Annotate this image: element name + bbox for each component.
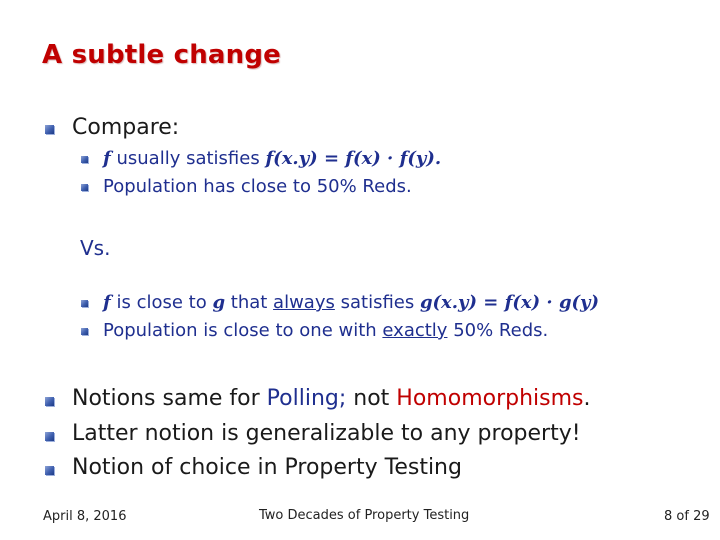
exactly-after: 50% Reds.	[447, 320, 549, 341]
f-symbol: f	[103, 148, 111, 169]
bullet-icon	[45, 397, 54, 406]
homomorphisms-text: Homomorphisms	[396, 386, 584, 411]
footer-title: Two Decades of Property Testing	[259, 508, 470, 523]
bullet-icon	[81, 156, 88, 163]
bullet-icon	[81, 300, 88, 307]
exactly-text: exactly	[382, 320, 448, 341]
bullet-icon	[81, 184, 88, 191]
usually-text: usually satisfies	[110, 148, 266, 169]
footer-page-number: 8 of 29	[664, 509, 710, 524]
bullet-icon	[45, 432, 54, 441]
bullet-icon	[45, 466, 54, 475]
notion-choice-line: Notion of choice in Property Testing	[72, 455, 462, 480]
point-usually-satisfies	[103, 148, 441, 169]
bullet-icon	[81, 328, 88, 335]
bullet-icon	[45, 125, 54, 134]
f-symbol: f	[103, 292, 111, 313]
notions-same-line	[72, 386, 591, 411]
compare-heading: Compare:	[72, 115, 180, 140]
homomorphism-formula: f(x.y) = f(x) · f(y).	[265, 148, 442, 169]
not-text: not	[346, 386, 397, 411]
footer-date: April 8, 2016	[43, 509, 127, 524]
g-symbol: g	[212, 292, 226, 313]
point-population-exactly	[103, 320, 548, 341]
notions-before: Notions same for	[72, 386, 267, 411]
vs-label: Vs.	[80, 236, 111, 260]
g-formula: g(x.y) = f(x) · g(y)	[419, 292, 600, 313]
period-text: .	[583, 386, 591, 411]
latter-notion-line: Latter notion is generalizable to any property!	[72, 421, 581, 446]
slide-title: A subtle change	[42, 40, 282, 70]
point-close-to-g	[103, 292, 599, 313]
point-population-close: Population has close to 50% Reds.	[103, 176, 412, 197]
always-text: always	[273, 292, 335, 313]
exactly-before: Population is close to one with	[103, 320, 383, 341]
satisfies-text: satisfies	[334, 292, 420, 313]
close-to-text: is close to	[110, 292, 213, 313]
that-text: that	[225, 292, 274, 313]
polling-text: Polling;	[266, 386, 347, 411]
